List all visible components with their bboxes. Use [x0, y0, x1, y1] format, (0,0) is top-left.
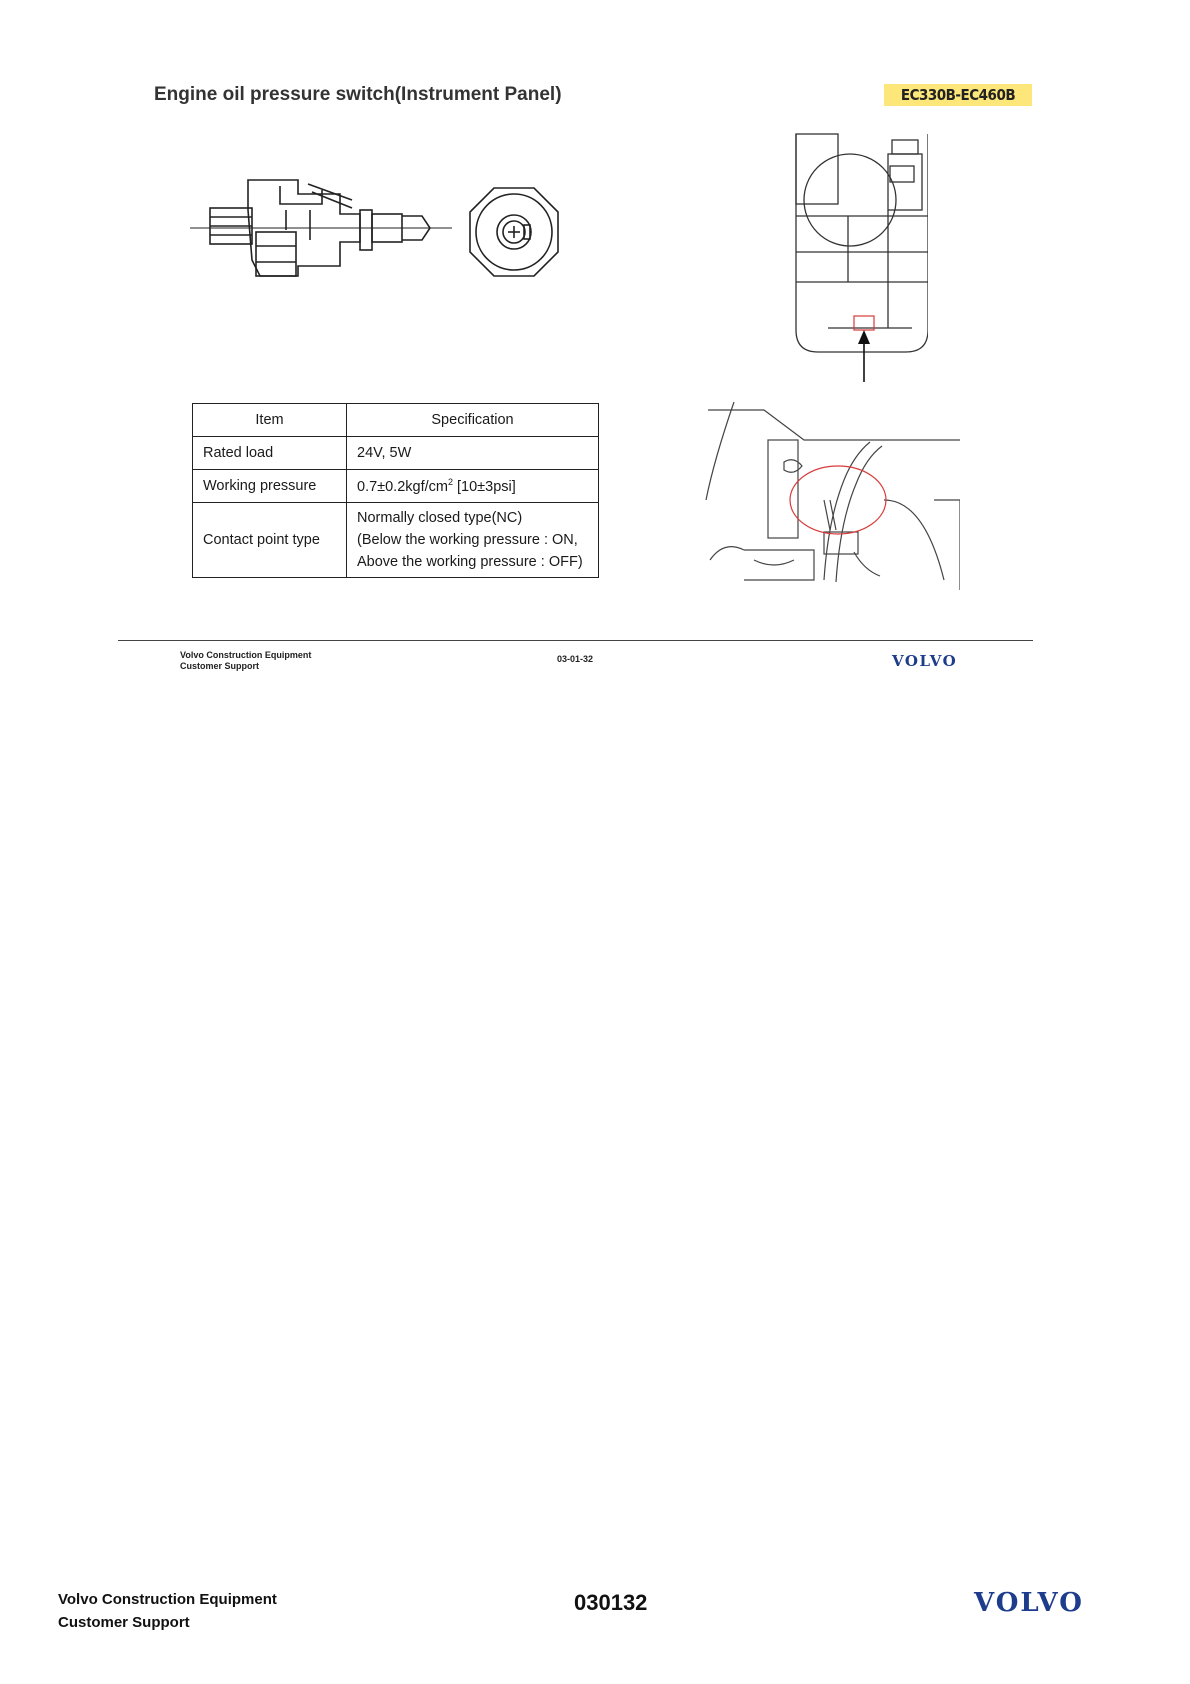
volvo-logo-small: VOLVO [892, 652, 958, 670]
row-item: Contact point type [193, 503, 347, 578]
page-title: Engine oil pressure switch(Instrument Panel) [154, 84, 562, 105]
switch-highlight-circle [790, 466, 886, 534]
column-header-specification: Specification [347, 404, 599, 437]
table-row [193, 437, 599, 470]
table-row [193, 470, 599, 503]
row-item: Rated load [193, 437, 347, 470]
column-header-item: Item [193, 404, 347, 437]
volvo-logo: VOLVO [974, 1588, 1084, 1618]
page-number: 030132 [574, 1590, 648, 1615]
footer-divider [118, 640, 1033, 641]
engine-switch-installation-diagram [704, 400, 960, 590]
row-spec: 24V, 5W [347, 437, 599, 470]
row-spec: Normally closed type(NC) (Below the working pressure : ON, Above the working pressure : OFF) [347, 503, 599, 578]
table-row [193, 503, 599, 578]
page-footer-company: Volvo Construction Equipment Customer Support [58, 1591, 277, 1631]
switch-end-view-diagram [468, 186, 560, 278]
row-spec: $0.7\pm 0.2kgf/cm^2$ [10±3psi] [347, 470, 599, 503]
instrument-panel-location-diagram [788, 132, 928, 384]
inner-footer-page-code: 03-01-32 [557, 654, 594, 664]
spec-table [192, 403, 599, 578]
model-badge: EC330B-EC460B [884, 84, 1032, 106]
table-header-row [193, 404, 599, 437]
row-item: Working pressure [193, 470, 347, 503]
inner-footer-company: Volvo Construction Equipment Customer Support [180, 650, 312, 671]
switch-side-view-diagram [190, 170, 460, 285]
